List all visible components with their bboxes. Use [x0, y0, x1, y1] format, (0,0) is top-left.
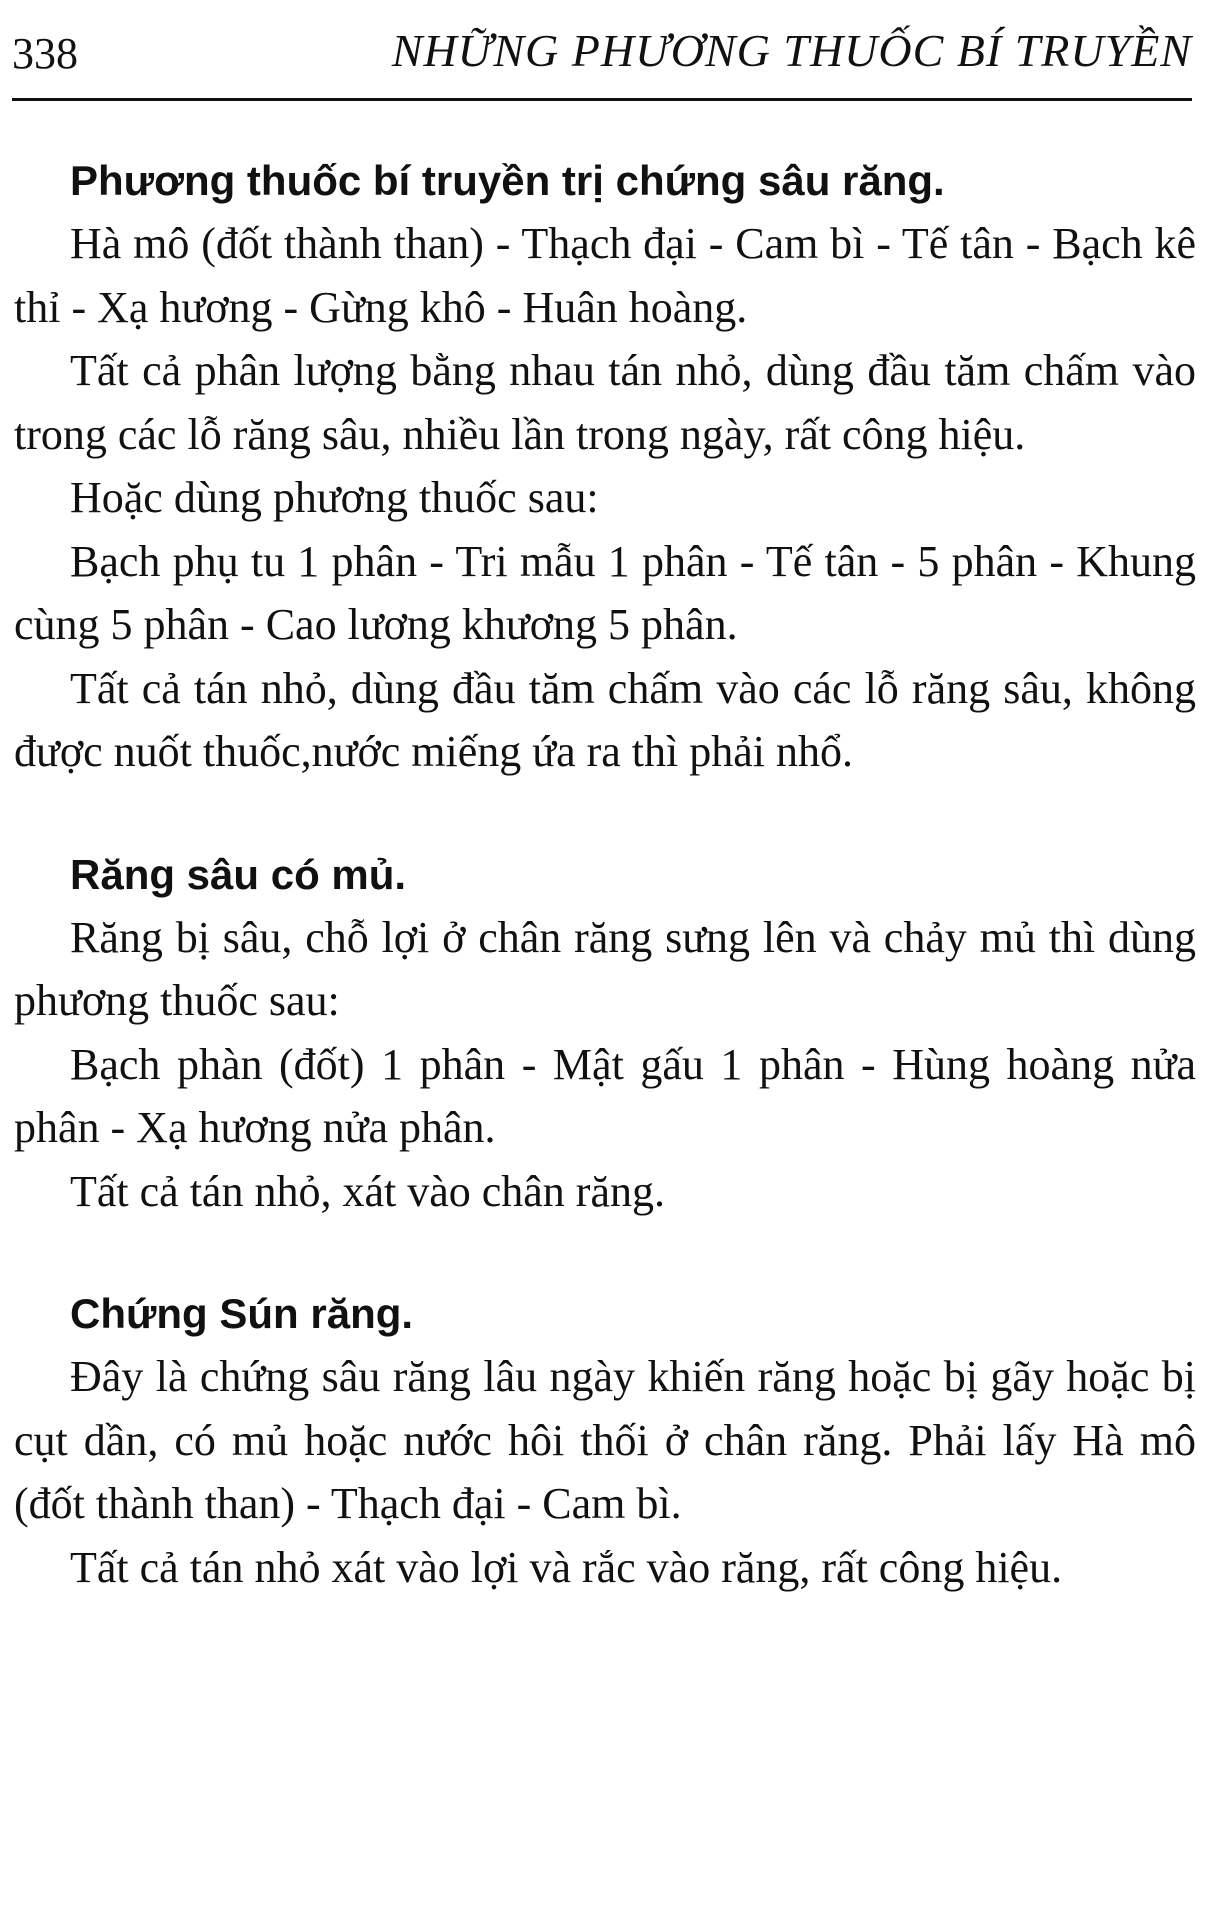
paragraph: Bạch phụ tu 1 phân - Tri mẫu 1 phân - Tế tân - 5 phân - Khung cùng 5 phân - Cao lương khương 5 phân.	[14, 536, 1196, 649]
section-sau-rang	[14, 150, 1196, 784]
paragraph: Tất cả phân lượng bằng nhau tán nhỏ, dùng đầu tăm chấm vào trong các lỗ răng sâu, nhiều lần trong ngày, rất công hiệu.	[14, 346, 1196, 459]
paragraph: Tất cả tán nhỏ, dùng đầu tăm chấm vào các lỗ răng sâu, không được nuốt thuốc,nước miếng ứa ra thì phải nhổ.	[14, 663, 1196, 776]
page-header	[12, 22, 1192, 82]
header-rule	[12, 98, 1192, 101]
section-heading: Phương thuốc bí truyền trị chứng sâu răng.	[70, 157, 945, 204]
section-heading: Răng sâu có mủ.	[70, 850, 407, 898]
paragraph: Răng bị sâu, chỗ lợi ở chân răng sưng lên và chảy mủ thì dùng phương thuốc sau:	[14, 912, 1196, 1025]
section-rang-sau-co-mu	[14, 844, 1196, 1224]
paragraph: Tất cả tán nhỏ xát vào lợi và rắc vào răng, rất công hiệu.	[70, 1542, 1063, 1592]
page-number: 338	[12, 29, 78, 78]
section-sun-rang	[14, 1283, 1196, 1599]
paragraph: Hoặc dùng phương thuốc sau:	[70, 473, 599, 522]
paragraph: Hà mô (đốt thành than) - Thạch đại - Cam bì - Tế tân - Bạch kê thỉ - Xạ hương - Gừng khô - Huân hoàng.	[14, 219, 1196, 332]
paragraph: Tất cả tán nhỏ, xát vào chân răng.	[70, 1166, 665, 1216]
paragraph: Bạch phàn (đốt) 1 phân - Mật gấu 1 phân - Hùng hoàng nửa phân - Xạ hương nửa phân.	[14, 1039, 1196, 1152]
page-content	[14, 150, 1196, 1599]
section-heading: Chứng Sún răng.	[70, 1290, 414, 1337]
paragraph: Đây là chứng sâu răng lâu ngày khiến răng hoặc bị gãy hoặc bị cụt dần, có mủ hoặc nước hôi thối ở chân răng. Phải lấy Hà mô (đốt thành than) - Thạch đại - Cam bì.	[14, 1352, 1196, 1528]
running-title: NHỮNG PHƯƠNG THUỐC BÍ TRUYỀN	[391, 25, 1192, 76]
